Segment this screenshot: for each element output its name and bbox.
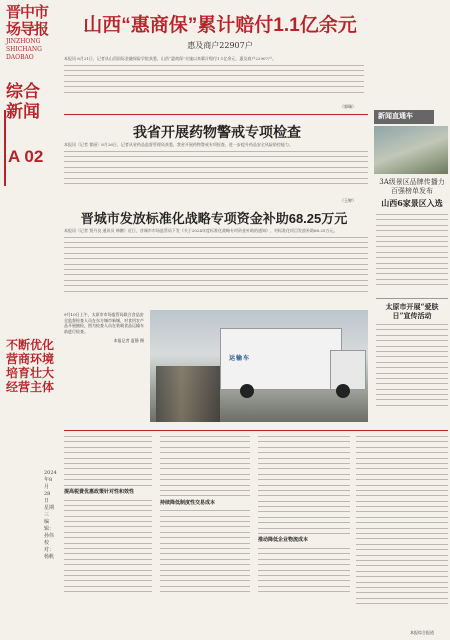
- bottom-col1-text-lines: [64, 436, 152, 486]
- news-item3-title: 太原市开展“爱肤日”宣传活动: [385, 302, 439, 320]
- article3-text-lines: [64, 237, 368, 292]
- masthead-title: 晋中市场导报: [6, 3, 49, 38]
- news-item2-title: 山西6家景区入选: [381, 198, 443, 208]
- photo-caption-text: 9月10日上午，太原市市场监管局联合食品安全监督检查人员在东方城市新城，对食用农产品开展抽检。图为检查人员在装载食品运输车前进行检查。: [64, 312, 144, 334]
- bottom-col1-text-lines-2: [64, 500, 152, 593]
- article2-lede: 本报讯（记者 翟丽）8月26日，记者从省药品监督管理局获悉，我省开展药物警戒专项检查，进一步提升药品安全风险防控能力。: [64, 142, 293, 147]
- divider: [64, 114, 368, 115]
- article1-body: [64, 56, 364, 106]
- page-number: A 02: [8, 147, 44, 166]
- photo-caption: [64, 312, 144, 422]
- bottom-col3-text-lines-2: [258, 548, 350, 592]
- truck-cab: [330, 350, 366, 390]
- bottom-byline: 本报综合报道: [410, 630, 434, 635]
- truck-body: [220, 328, 342, 390]
- article1-byline: （郭瑞）: [340, 104, 356, 109]
- news-item2-text-lines: [376, 214, 448, 285]
- article1-lede: 本报讯 8月21日，记者从山西国际金融保险学院获悉，山西“惠商保”实施以来累计赔付1.1亿余元，惠及商户22907户。: [64, 56, 277, 61]
- article1-headline: 山西“惠商保”累计赔付1.1亿余元: [83, 15, 357, 36]
- side-date: 2024年8月28日 星期三 编辑：孙伟 校对：杨帆: [44, 470, 57, 560]
- news-item1-title: 3A级景区品牌传播力百强榜单发布: [379, 178, 445, 195]
- inspectors: [156, 366, 220, 422]
- bottom-col4-text-lines: [356, 436, 448, 604]
- bottom-section1-title: 提高税费优惠政策针对性和效性: [64, 488, 135, 495]
- bottom-col2-text-lines: [160, 436, 250, 496]
- bottom-col1: [64, 436, 152, 636]
- article3-body: [64, 228, 368, 306]
- masthead: [6, 4, 58, 62]
- truck-wheel: [240, 384, 254, 398]
- bottom-col2-text-lines-2: [160, 510, 250, 592]
- news-item3-text-lines: [376, 324, 448, 406]
- bottom-col4: [356, 436, 448, 626]
- article1-text-lines: [64, 65, 364, 93]
- bottom-col3: [258, 436, 350, 636]
- article2-headline: 我省开展药物警戒专项检查: [133, 124, 301, 140]
- news-photo: [150, 310, 368, 422]
- truck-text: 运输车: [229, 356, 251, 362]
- news-item2-body: [376, 214, 448, 298]
- article2-body: [64, 142, 368, 200]
- side-slogan: 不断优化营商环境 培育壮大经营主体: [6, 338, 55, 394]
- article2-byline: （王婷）: [340, 198, 356, 203]
- news-item3-body: [376, 324, 448, 424]
- article3-headline: 晋城市发放标准化战略专项资金补助68.25万元: [80, 211, 348, 226]
- truck-wheel: [336, 384, 350, 398]
- bottom-section3-title: 推动降低企业物流成本: [258, 537, 309, 544]
- masthead-subtitle: JINZHONG SHICHANG DAOBAO: [6, 38, 42, 61]
- news-column-header: 新闻直通车: [374, 110, 434, 124]
- divider: [64, 430, 448, 431]
- bottom-section2-title: 持续降低制度性交易成本: [160, 499, 216, 506]
- section-label: 综合新闻: [6, 82, 40, 122]
- divider: [376, 298, 448, 299]
- photo-credit: 本报记者 夏静 摄: [113, 338, 144, 344]
- bottom-col2: [160, 436, 250, 636]
- news-column-photo: [374, 126, 448, 174]
- article1-subhead: 惠及商户22907户: [187, 41, 253, 50]
- article3-lede: 本报讯（记者 贾丹良 通讯员 韩鹏）近日，晋城市市场监管局下发《关于2024年度标准化战略专项资金补助的通知》，对标准化项目发放补助68.25万元。: [64, 228, 338, 233]
- article2-text-lines: [64, 151, 368, 184]
- bottom-col3-text-lines: [258, 436, 350, 534]
